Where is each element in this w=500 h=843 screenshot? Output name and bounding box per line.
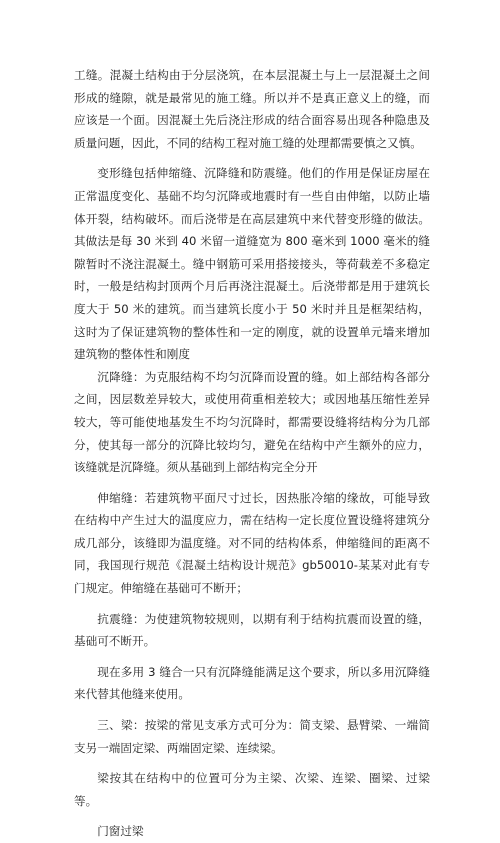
paragraph-construction-joint: 工缝。混凝土结构由于分层浇筑，在本层混凝土与上一层混凝土之间形成的缝隙，就是最常见的施工缝。所以并不是真正意义上的缝，而应该是一个面。因混凝土先后浇注形成的结合面容易出现各种隐患及质量问题，因此，不同的结构工程对施工缝的处理都需要慎之又慎。 xyxy=(74,68,430,150)
section-heading-lintel: 门窗过梁 xyxy=(97,824,144,839)
paragraph-beam-support: 三、梁：按梁的常见支承方式可分为：简支梁、悬臂梁、一端简支另一端固定梁、两端固定梁、连续梁。 xyxy=(74,718,430,755)
paragraph-deformation-joint: 变形缝包括伸缩缝、沉降缝和防震缝。他们的作用是保证房屋在正常温度变化、基础不均匀沉降或地震时有一些自由伸缩，以防止墙体开裂，结构破坏。而后浇带是在高层建筑中来代替变形缝的做法。其做法是每 30 米到 40 米留一道缝宽为 800 毫米到 1000 毫米的缝隙暂时不浇注混凝土。缝中钢筋可采用搭接接头，等荷载差不多稳定时，一般是结构封顶两个月后再浇注混凝土。后浇带都是用于建筑长度大于 50 米的建筑。而当建筑长度小于 50 米时并且是框架结构，这时为了保证建筑物的整体性和一定的刚度，就的设置单元墙来增加建筑物的整体性和刚度 xyxy=(74,166,430,362)
paragraph-seismic-joint: 抗震缝：为使建筑物较规则，以期有利于结构抗震而设置的缝，基础可不断开。 xyxy=(74,611,430,649)
paragraph-beam-position: 梁按其在结构中的位置可分为主梁、次梁、连梁、圈梁、过梁等。 xyxy=(74,771,430,808)
paragraph-three-joints: 现在多用 3 缝合一只有沉降缝能满足这个要求，所以多用沉降缝来代替其他缝来使用。 xyxy=(74,664,430,702)
document-body xyxy=(74,64,430,843)
paragraph-expansion-joint: 伸缩缝：若建筑物平面尺寸过长，因热胀冷缩的缘故，可能导致在结构中产生过大的温度应力，需在结构一定长度位置设缝将建筑分成几部分，该缝即为温度缝。对不同的结构体系，伸缩缝间的距离不同，我国现行规范《混凝土结构设计规范》gb50010-某某对此有专门规定。伸缩缝在基础可不断开； xyxy=(74,490,430,596)
paragraph-settlement-joint: 沉降缝：为克服结构不均匀沉降而设置的缝。如上部结构各部分之间，因层数差异较大，或使用荷重相差较大；或因地基压缩性差异较大，等可能使地基发生不均匀沉降时，都需要设缝将结构分为几部分，使其每一部分的沉降比较均匀，避免在结构中产生额外的应力，该缝就是沉降缝。须从基础到上部结构完全分开 xyxy=(74,369,430,475)
